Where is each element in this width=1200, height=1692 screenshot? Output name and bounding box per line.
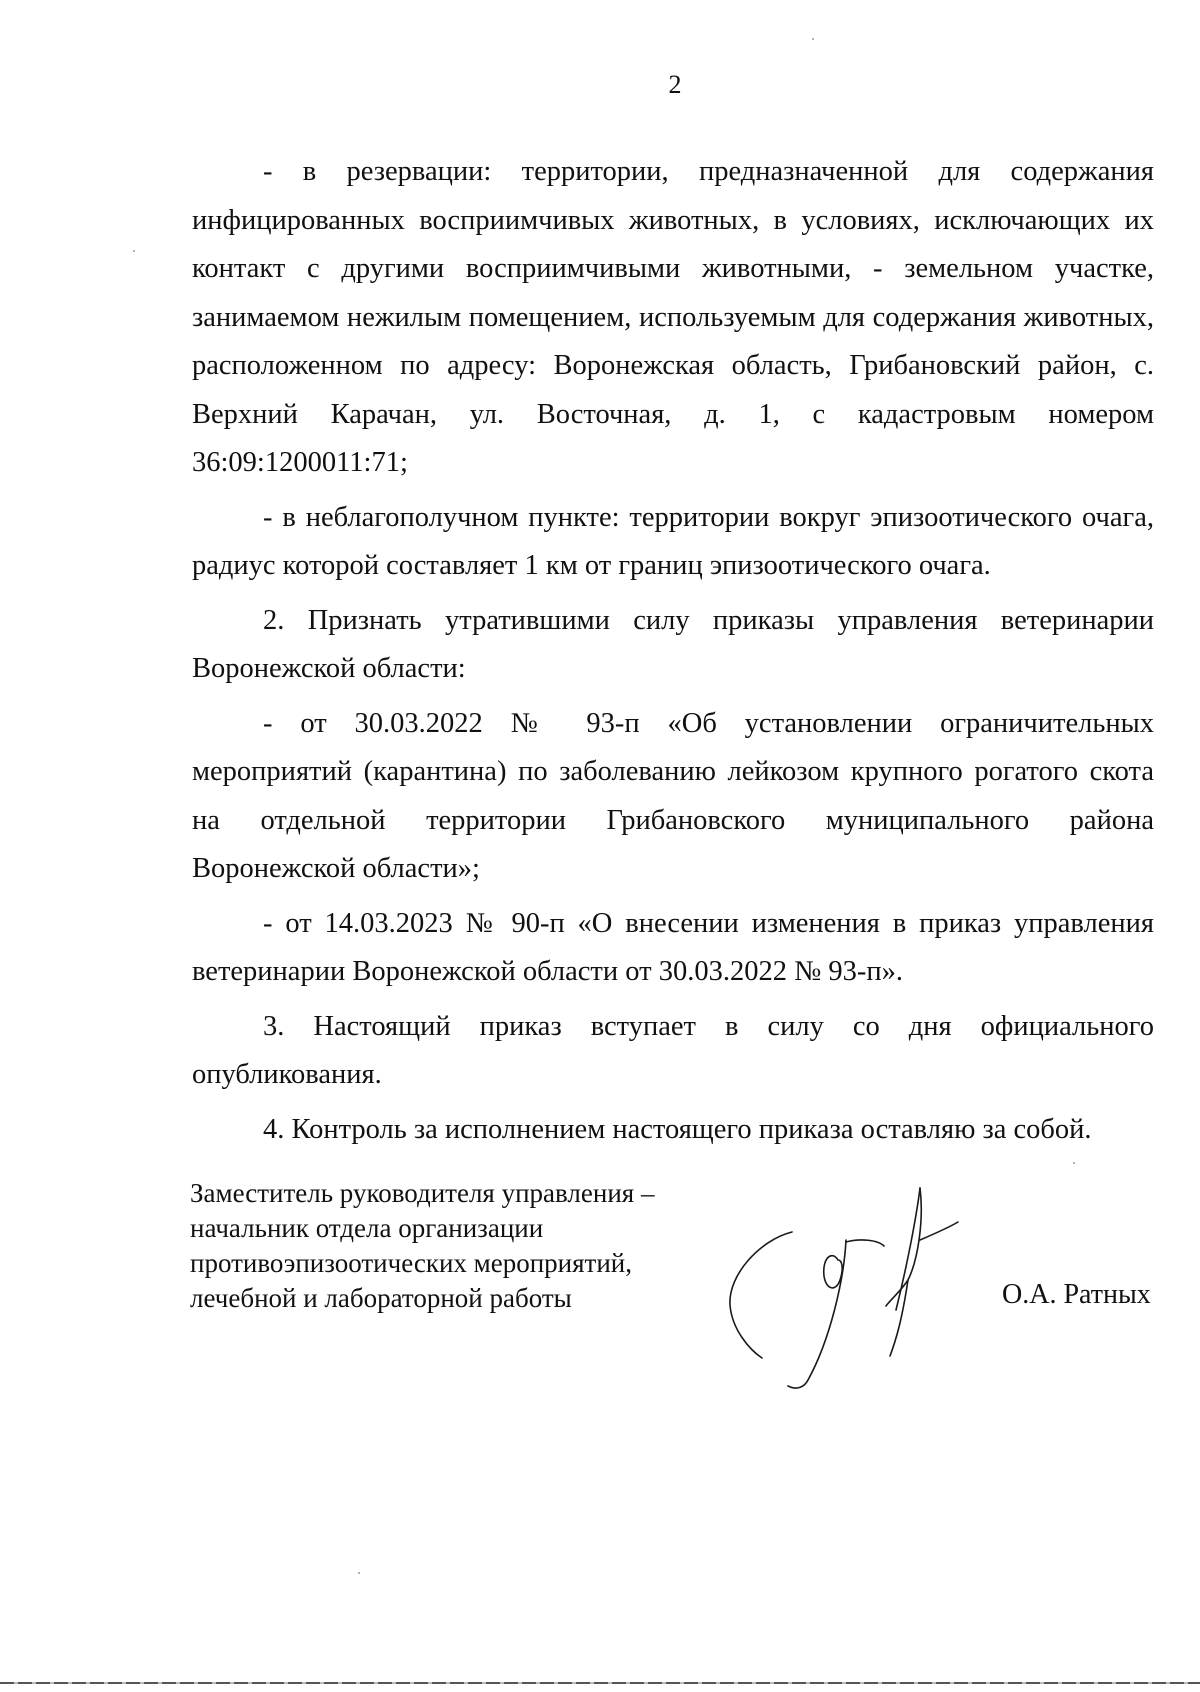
paragraph-item-4: 4. Контроль за исполнением настоящего приказа оставляю за собой. [263,1113,1092,1145]
paragraph-item-2: 2. Признать утратившими силу приказы управления ветеринарии Воронежской области: [192,604,1154,684]
paragraph-item-3: 3. Настоящий приказ вступает в силу со дня официального опубликования. [192,1010,1154,1090]
signatory-position-line: противоэпизоотических мероприятий, [190,1248,632,1278]
signatory-position-line: начальник отдела организации [190,1213,544,1243]
scan-speck [133,250,135,252]
document-body [192,148,1154,1154]
signatory-position [190,1176,654,1316]
scan-speck [1073,1162,1075,1164]
paragraph-unfavorable-point: - в неблагополучном пункте: территории вокруг эпизоотического очага, радиус которой составляет 1 км от границ эпизоотического очага. [192,501,1154,581]
paragraph-order-90: - от 14.03.2023 № 90-п «О внесении изменения в приказ управления ветеринарии Воронежской области от 30.03.2022 № 93-п». [192,907,1154,987]
signatory-position-line: лечебной и лабораторной работы [190,1283,572,1313]
page-number: 2 [668,70,682,99]
signatory-name: О.А. Ратных [1002,1279,1151,1310]
scan-edge-line [0,1682,1200,1684]
handwritten-signature [720,1180,1000,1390]
scan-speck [358,1572,360,1574]
paragraph-order-93: - от 30.03.2022 № 93-п «Об установлении ограничительных мероприятий (карантина) по заболеванию лейкозом крупного рогатого скота на отдельной территории Грибановского муниципального района Воронежской области»; [192,707,1154,884]
signatory-position-line: Заместитель руководителя управления – [190,1178,655,1208]
paragraph-reservation: - в резервации: территории, предназначенной для содержания инфицированных восприимчивых животных, в условиях, исключающих их контакт с другими восприимчивыми животными, - земельном участке, занимаемом нежилым помещением, используемым для содержания животных, расположенном по адресу: Воронежская область, Грибановский район, с. Верхний Карачан, ул. Восточная, д. 1, с кадастровым номером 36:09:1200011:71; [192,156,1154,478]
scan-speck [812,38,814,40]
